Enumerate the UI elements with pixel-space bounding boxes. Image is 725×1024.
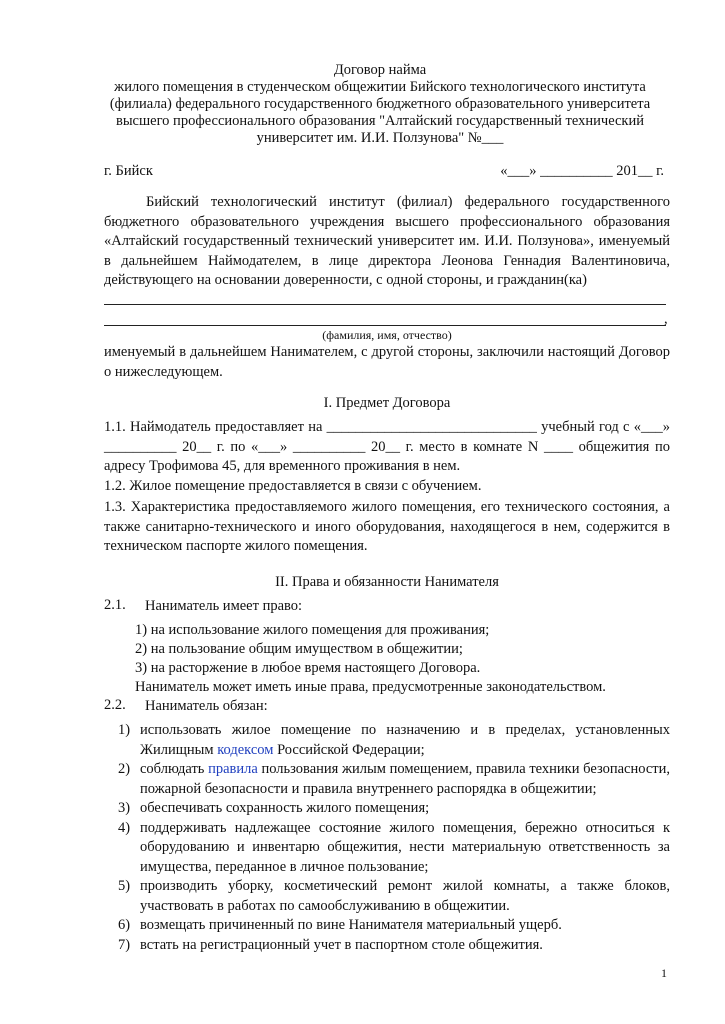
clause-2-2-label: Наниматель обязан:: [145, 698, 268, 714]
clause-2-1-number: 2.1.: [104, 597, 126, 613]
right-item-2: 2) на пользование общим имуществом в общежитии;: [135, 641, 463, 657]
page-number: 1: [661, 966, 667, 980]
city: г. Бийск: [104, 163, 153, 179]
clause-1-1: 1.1. Наймодатель предоставляет на _____________________________ учебный год с «___» __________ 20__ г. по «___» __________ 20__ г. место в комнате N ____ общежития по адресу Трофимова 45, для временного проживания в нем.: [104, 419, 670, 474]
right-item-1: 1) на использование жилого помещения для проживания;: [135, 622, 490, 638]
duty-number: 5): [118, 878, 131, 894]
right-item-3: 3) на расторжение в любое время настоящего Договора.: [135, 660, 481, 676]
duty-number: 1): [118, 722, 131, 738]
intro-paragraph: Бийский технологический институт (филиал) федерального государственного бюджетного образовательного учреждения высшего профессионального образования «Алтайский государственный технический университет им. И.И. Ползунова», именуемый в дальнейшем Наймодателем, в лице директора Леонова Геннадия Валентиновича, действующего на основании доверенности, с одной стороны, и гражданин(ка): [104, 194, 670, 288]
clause-2-2-number: 2.2.: [104, 697, 126, 713]
section-1-heading: I. Предмет Договора: [323, 395, 451, 411]
duties-list: [104, 721, 670, 955]
title-line-1: Договор найма: [333, 62, 427, 78]
duty-item: 5) производить уборку, косметический ремонт жилой комнаты, а также блоков, участвовать в работах по самообслуживанию в общежитии.: [118, 878, 670, 914]
name-line-1: [104, 304, 666, 305]
duty-item: 3) обеспечивать сохранность жилого помещения;: [104, 799, 670, 819]
duty-number: 3): [118, 800, 131, 816]
clause-2-1-label: Наниматель имеет право:: [145, 598, 303, 614]
duty-item: 1) использовать жилое помещение по назначению и в пределах, установленных Жилищным кодексом Российской Федерации;: [118, 722, 670, 758]
name-line-2: [104, 325, 666, 326]
right-note: Наниматель может иметь иные права, предусмотренные законодательством.: [135, 679, 606, 695]
title-line-3: (филиала) федерального государственного бюджетного образовательного университета: [109, 96, 651, 112]
clause-1-2: 1.2. Жилое помещение предоставляется в связи с обучением.: [104, 478, 482, 494]
duty-item: 4) поддерживать надлежащее состояние жилого помещения, бережно относиться к оборудованию и инвентарю общежития, нести материальную ответственность за имущества, переданное в личное пользование;: [118, 819, 670, 875]
duty-item: 7) встать на регистрационный учет в паспортном столе общежития.: [104, 936, 670, 956]
duty-item: 6) возмещать причиненный по вине Нанимателя материальный ущерб.: [104, 916, 670, 936]
name-caption: (фамилия, имя, отчество): [322, 328, 452, 342]
duty-item: 2) соблюдать правила пользования жилым помещением, правила техники безопасности, пожарной безопасности и правила внутреннего распорядка в общежитии;: [118, 761, 670, 797]
section-2-heading: II. Права и обязанности Нанимателя: [275, 574, 499, 590]
clause-1-3: 1.3. Характеристика предоставляемого жилого помещения, его технического состояния, а также санитарно-технического и иного оборудования, находящегося в нем, содержится в техническом паспорте жилого помещения.: [104, 499, 670, 554]
duty-number: 2): [118, 761, 131, 777]
title-line-5: университет им. И.И. Ползунова" №___: [256, 130, 504, 146]
line-comma: ,: [664, 311, 668, 327]
title-line-2: жилого помещения в студенческом общежитии Бийского технологического института: [114, 79, 646, 95]
duty-number: 6): [118, 917, 131, 933]
contract-date: «___» __________ 201__ г.: [500, 163, 664, 179]
duty-number: 4): [118, 819, 131, 836]
title-line-4: высшего профессионального образования "Алтайский государственный технический: [115, 113, 645, 129]
duty-number: 7): [118, 936, 131, 953]
intro-paragraph-2: именуемый в дальнейшем Нанимателем, с другой стороны, заключили настоящий Договор о нижеследующем.: [104, 344, 670, 380]
rules-link[interactable]: правила: [208, 761, 258, 777]
codex-link[interactable]: кодексом: [217, 741, 274, 758]
contract-title: [100, 62, 660, 147]
